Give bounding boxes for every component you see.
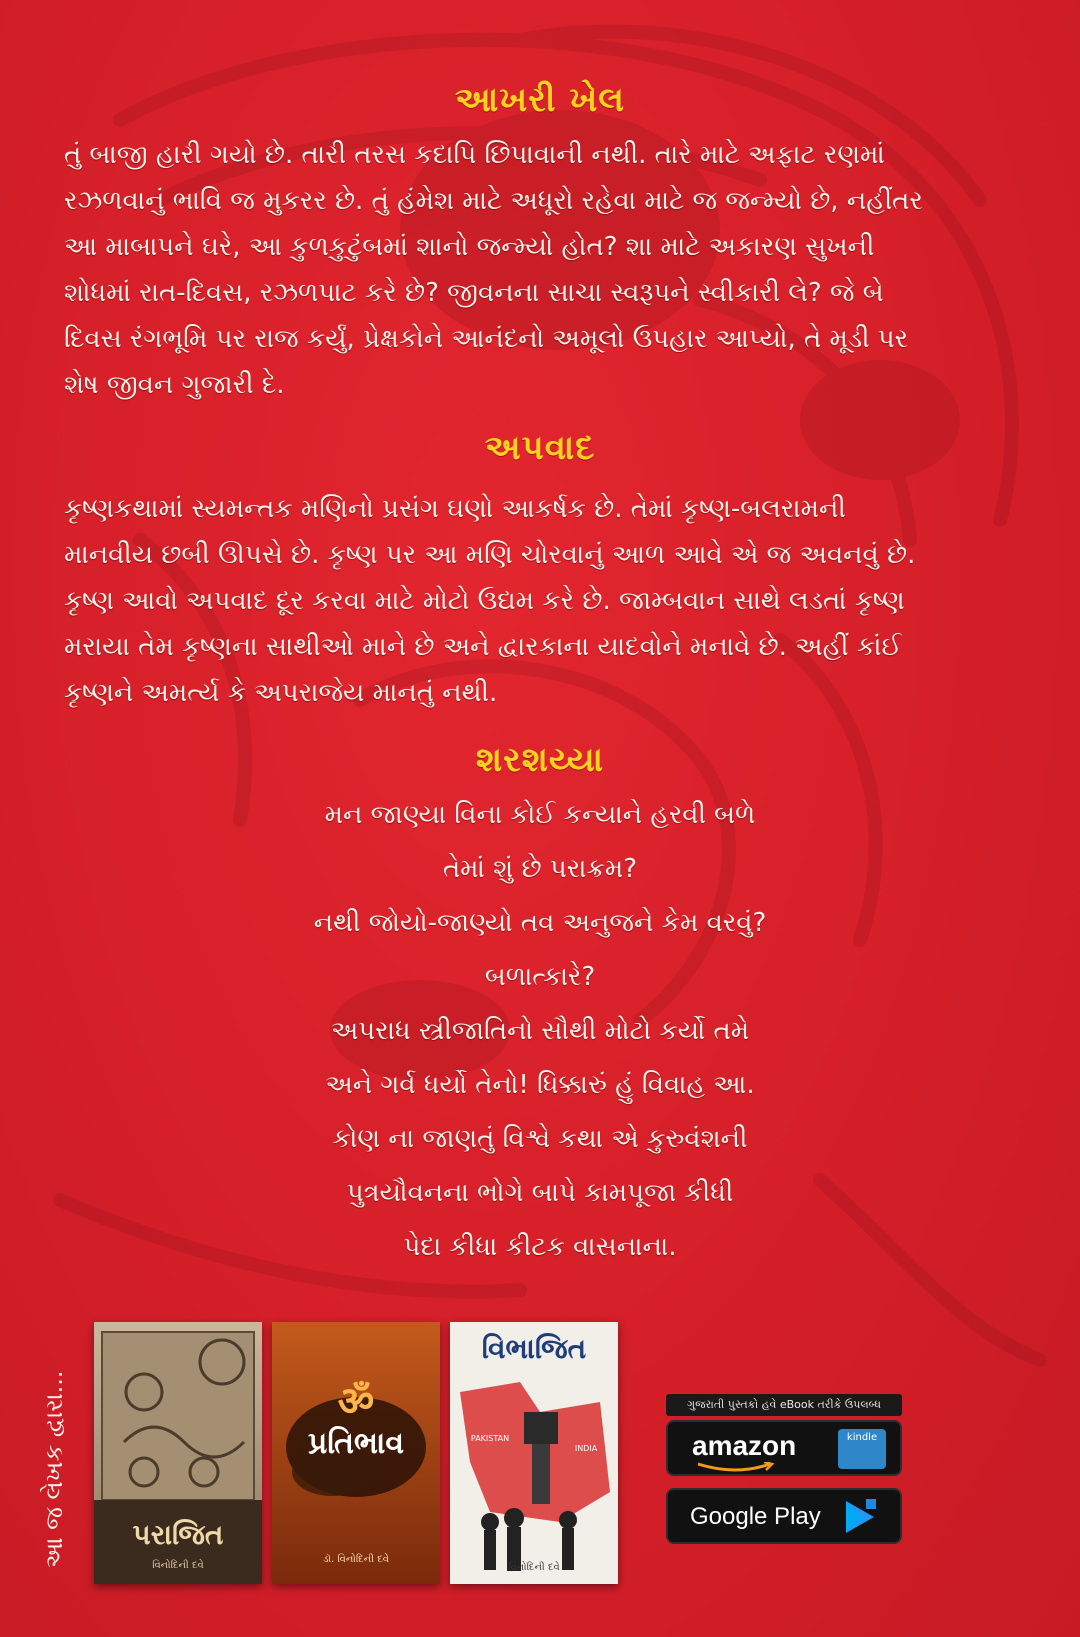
also-by-author-label: આ જ લેખક દ્વારા...	[40, 1370, 68, 1568]
book-cover-parajit[interactable]	[94, 1322, 262, 1584]
paragraph-line: દિવસ રંગભૂમિ પર રાજ કર્યું, પ્રેક્ષકોને આનંદનો અમૂલો ઉપહાર આપ્યો, તે મૂડી પર	[64, 324, 909, 354]
poem-line: કોણ ના જાણતું વિશ્વે કથા એ કુરુવંશની	[332, 1124, 748, 1154]
section-heading-3: શરશય્યા	[475, 740, 605, 780]
map-label: INDIA	[574, 1444, 598, 1453]
book-author: ડૉ. વિનોદિની દવે	[322, 1554, 390, 1565]
poem-line: અને ગર્વ ધર્યો તેનો! ધિક્કારું હું વિવાહ આ.	[325, 1070, 755, 1100]
om-symbol: ॐ	[337, 1378, 375, 1425]
book-author: વિનોદિની દવે	[508, 1562, 560, 1573]
poem-line: પેદા કીધા કીટક વાસનાના.	[403, 1232, 677, 1262]
paragraph-line: રઝળવાનું ભાવિ જ મુકરર છે. તું હંમેશ માટે અધૂરો રહેવા માટે જ જન્મ્યો છે, નહીંતર	[64, 186, 923, 216]
poem-line: નથી જોયો-જાણ્યો તવ અનુજને કેમ વરવું?	[313, 908, 767, 938]
paragraph-line: કૃષ્ણકથામાં સ્યમન્તક મણિનો પ્રસંગ ઘણો આકર્ષક છે. તેમાં કૃષ્ણ-બલરામની	[64, 494, 846, 524]
paragraph-line: માનવીય છબી ઊપસે છે. કૃષ્ણ પર આ મણિ ચોરવાનું આળ આવે એ જ અવનવું છે.	[64, 540, 916, 570]
book-author: વિનોદિની દવે	[152, 1560, 204, 1571]
book-title: પ્રતિભાવ	[307, 1426, 405, 1461]
amazon-wordmark: amazon	[692, 1430, 797, 1461]
book-title: વિભાજિત	[481, 1332, 587, 1365]
section-heading-2: અપવાદ	[484, 428, 596, 468]
section-paragraph-2	[64, 486, 1004, 716]
poem-line: તેમાં શું છે પરાક્રમ?	[442, 854, 638, 884]
book-title: પરાજિત	[132, 1518, 224, 1551]
amazon-smile-icon	[696, 1462, 776, 1474]
section-heading-1: આખરી ખેલ	[455, 80, 625, 120]
paragraph-line: શેષ જીવન ગુજારી દે.	[64, 370, 285, 400]
paragraph-line: મરાયા તેમ કૃષ્ણના સાથીઓ માને છે અને દ્વારકાના યાદવોને મનાવે છે. અહીં કાંઈ	[64, 632, 902, 662]
google-play-books-icon	[844, 1497, 880, 1537]
book-cover-pratibhav[interactable]	[272, 1322, 440, 1584]
kindle-icon: kindle	[838, 1429, 886, 1469]
paragraph-line: કૃષ્ણ આવો અપવાદ દૂર કરવા માટે મોટો ઉદ્યમ કરે છે. જામ્બવાન સાથે લડતાં કૃષ્ણ	[64, 586, 905, 616]
poem-line: પુત્રયૌવનના ભોગે બાપે કામપૂજા કીધી	[346, 1178, 734, 1208]
paragraph-line: આ માબાપને ઘરે, આ કુળકુટુંબમાં શાનો જન્મ્યો હોત? શા માટે અકારણ સુખની	[64, 232, 875, 262]
ebook-available-caption: ગુજરાતી પુસ્તકો હવે eBook તરીકે ઉપલબ્ધ	[666, 1394, 902, 1416]
paragraph-line: કૃષ્ણને અમર્ત્ય કે અપરાજેય માનતું નથી.	[64, 678, 498, 708]
section-paragraph-1	[64, 132, 1004, 408]
poem-line: બળાત્કારે?	[484, 962, 596, 992]
google-play-button[interactable]	[666, 1488, 902, 1544]
google-play-label: Google Play	[690, 1503, 821, 1530]
paragraph-line: શોધમાં રાત-દિવસ, રઝળપાટ કરે છે? જીવનના સાચા સ્વરૂપને સ્વીકારી લે? જે બે	[64, 278, 884, 308]
paragraph-line: તું બાજી હારી ગયો છે. તારી તરસ કદાપિ છિપાવાની નથી. તારે માટે અફાટ રણમાં	[64, 140, 885, 170]
poem-line: મન જાણ્યા વિના કોઈ કન્યાને હરવી બળે	[324, 800, 756, 830]
poem-line: અપરાધ સ્ત્રીજાતિનો સૌથી મોટો કર્યો તમે	[330, 1016, 750, 1046]
amazon-kindle-button[interactable]	[666, 1420, 902, 1476]
book-cover-vibhajit[interactable]	[450, 1322, 618, 1584]
map-label: PAKISTAN	[470, 1434, 510, 1443]
